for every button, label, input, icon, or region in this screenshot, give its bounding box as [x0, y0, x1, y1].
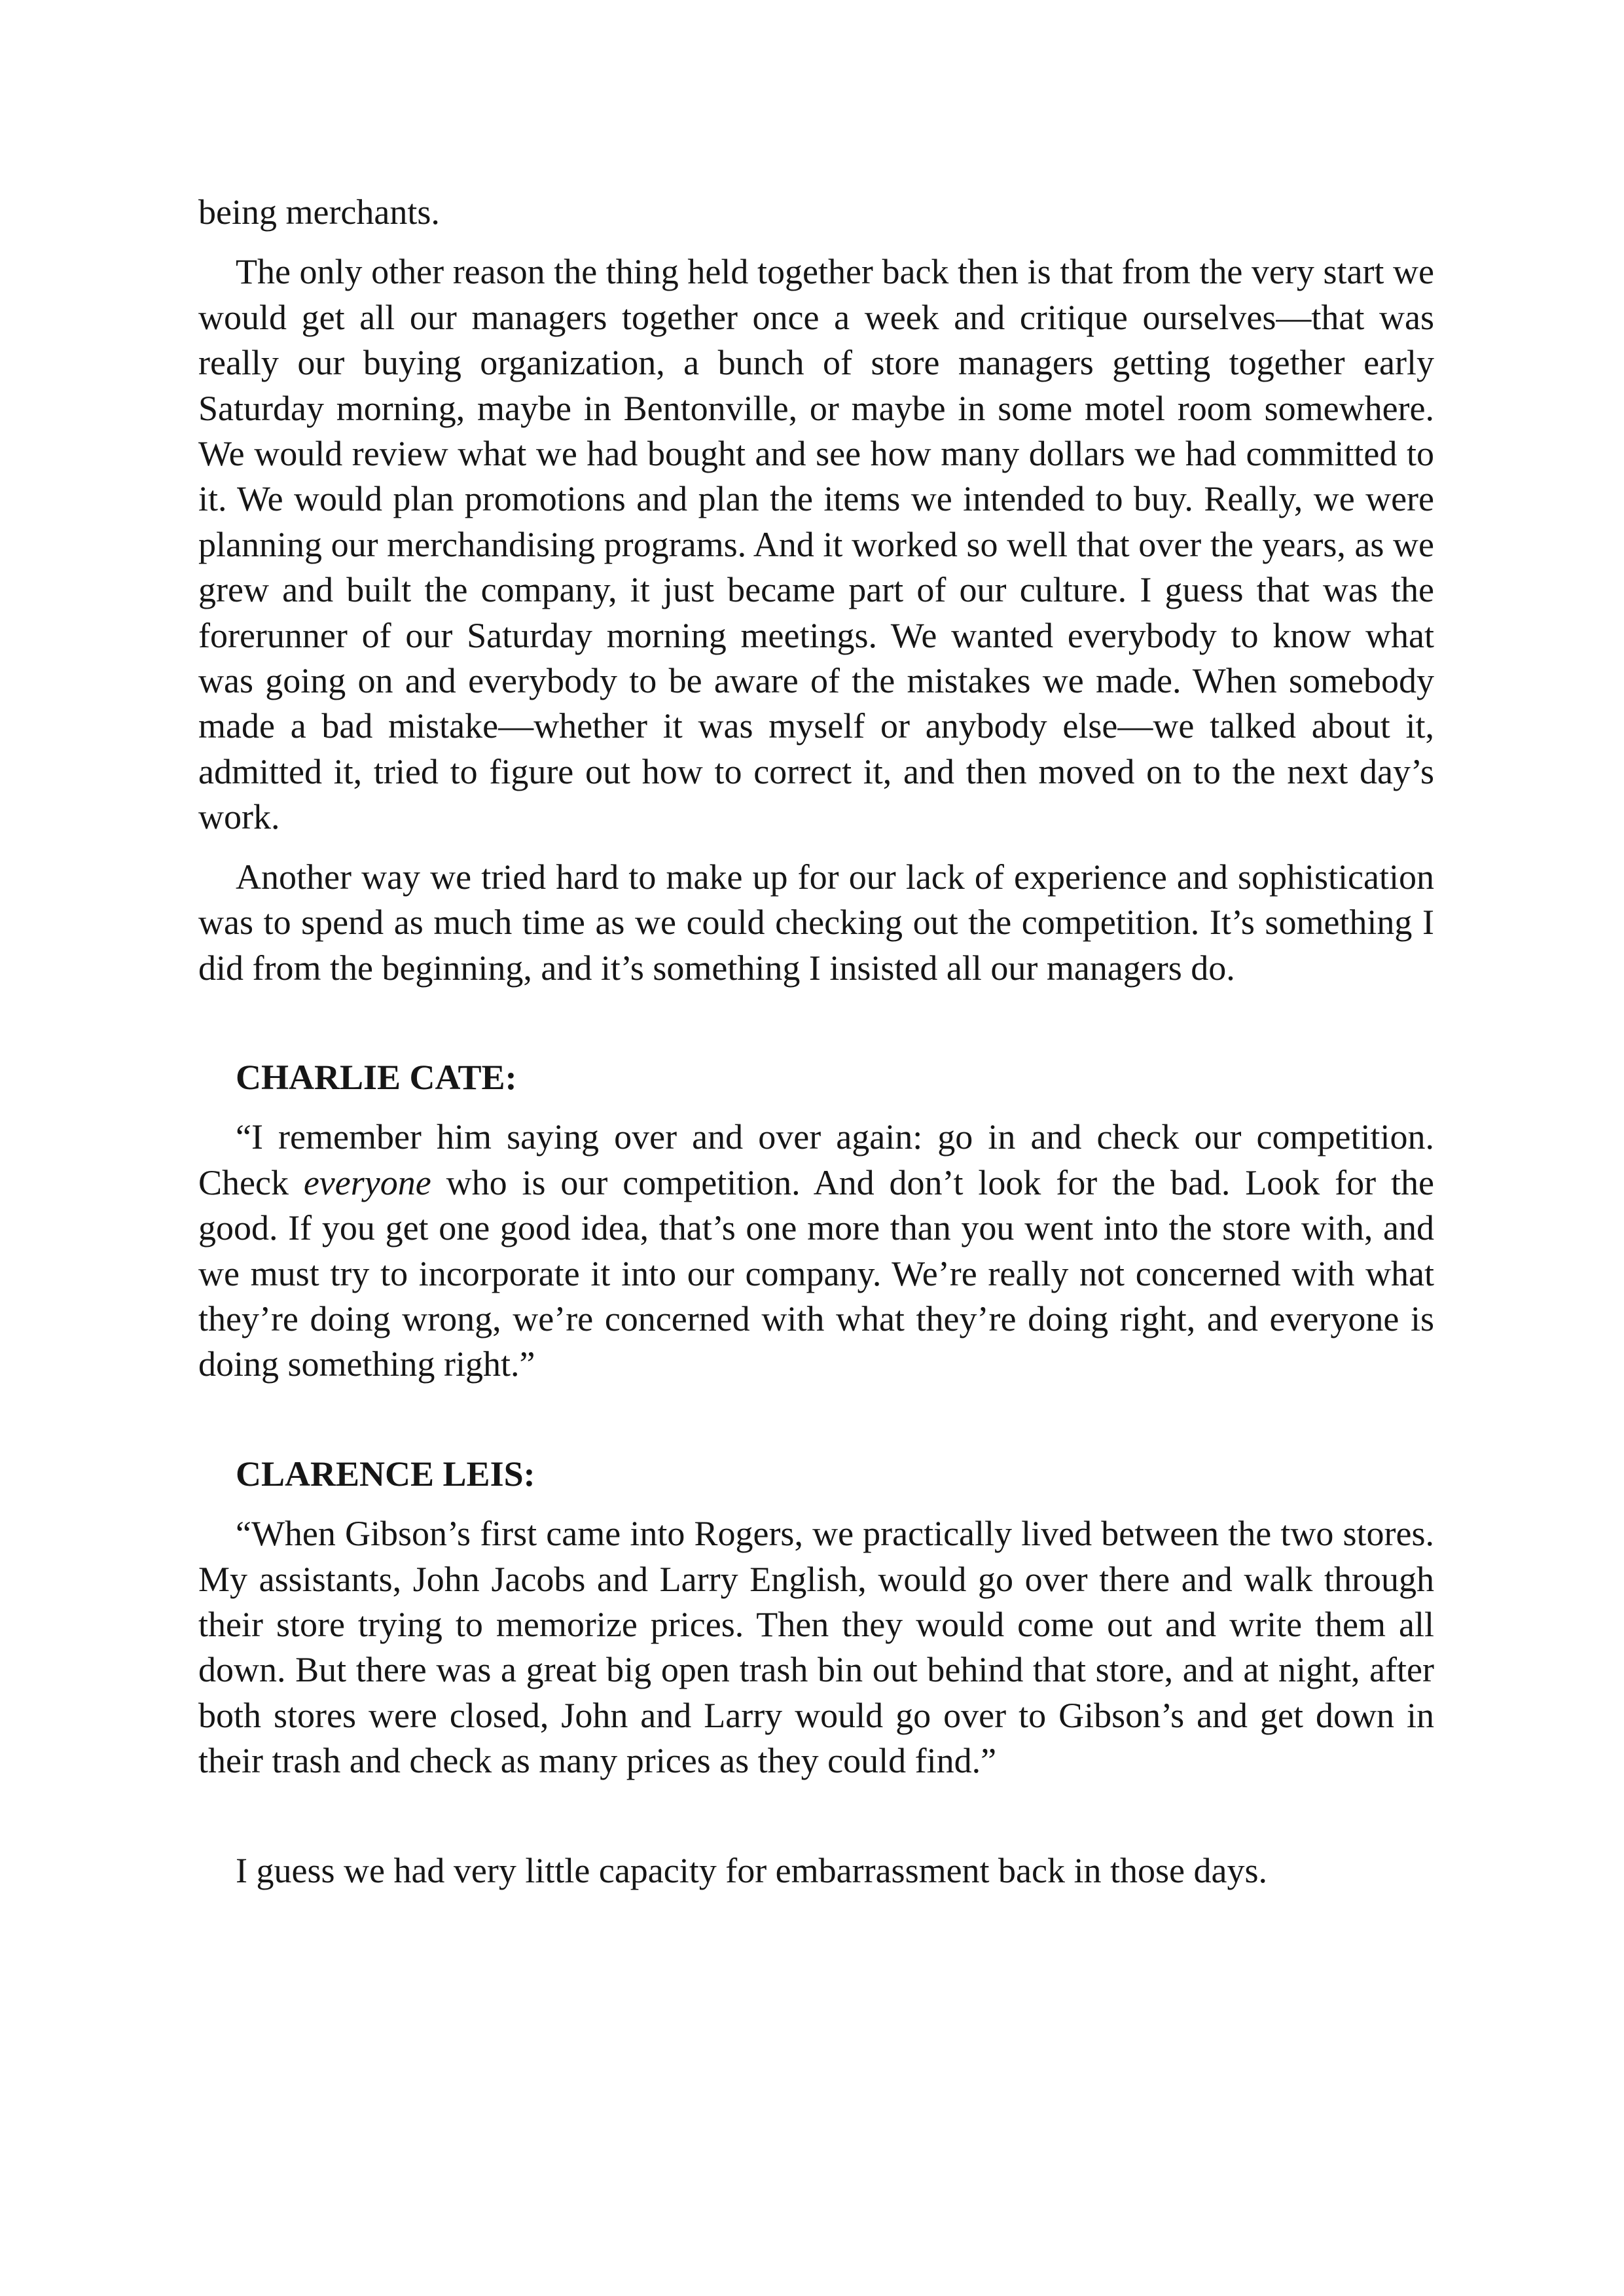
speaker-heading-charlie-cate: CHARLIE CATE:: [236, 1057, 517, 1097]
page-body: [198, 190, 1434, 1908]
paragraph-closing: I guess we had very little capacity for embarrassment back in those days.: [236, 1850, 1267, 1890]
quote-text-after: who is our competition. And don’t look for the bad. Look for the good. If you get one good idea, that’s one more than you went into the store with, and we must try to incorporate it into our company. We’re really not concerned with what they’re doing wrong, we’re concerned with what they’re doing right, and everyone is doing something right.”: [198, 1162, 1434, 1384]
paragraph-managers-meetings: The only other reason the thing held together back then is that from the very start we would get all our managers together once a week and critique ourselves—that was really our buying organization, a bunch of store managers getting together early Saturday morning, maybe in Bentonville, or maybe in some motel room somewhere. We would review what we had bought and see how many dollars we had committed to it. We would plan promotions and plan the items we intended to buy. Really, we were planning our merchandising programs. And it worked so well that over the years, as we grew and built the company, it just became part of our culture. I guess that was the forerunner of our Saturday morning meetings. We wanted everybody to know what was going on and everybody to be aware of the mistakes we made. When somebody made a bad mistake—whether it was myself or anybody else—we talked about it, admitted it, tried to figure out how to correct it, and then moved on to the next day’s work.: [198, 252, 1434, 837]
speaker-heading-clarence-leis: CLARENCE LEIS:: [236, 1454, 535, 1494]
quote-text-before: “I remember him saying over and over again: go in and check our competition. Check: [198, 1117, 1434, 1202]
quote-emphasis: everyone: [303, 1162, 431, 1202]
paragraph-checking-competition: Another way we tried hard to make up for our lack of experience and sophistication was to spend as much time as we could checking out the competition. It’s something I did from the beginning, and it’s something I insisted all our managers do.: [198, 857, 1434, 988]
quote-clarence-leis: “When Gibson’s first came into Rogers, we practically lived between the two stores. My assistants, John Jacobs and Larry English, would go over there and walk through their store trying to memorize prices. Then they would come out and write them all down. But there was a great big open trash bin out behind that store, and at night, after both stores were closed, John and Larry would go over to Gibson’s and get down in their trash and check as many prices as they could find.”: [198, 1514, 1434, 1781]
paragraph-continuation: being merchants.: [198, 192, 440, 232]
quote-charlie-cate: [198, 1115, 1434, 1387]
